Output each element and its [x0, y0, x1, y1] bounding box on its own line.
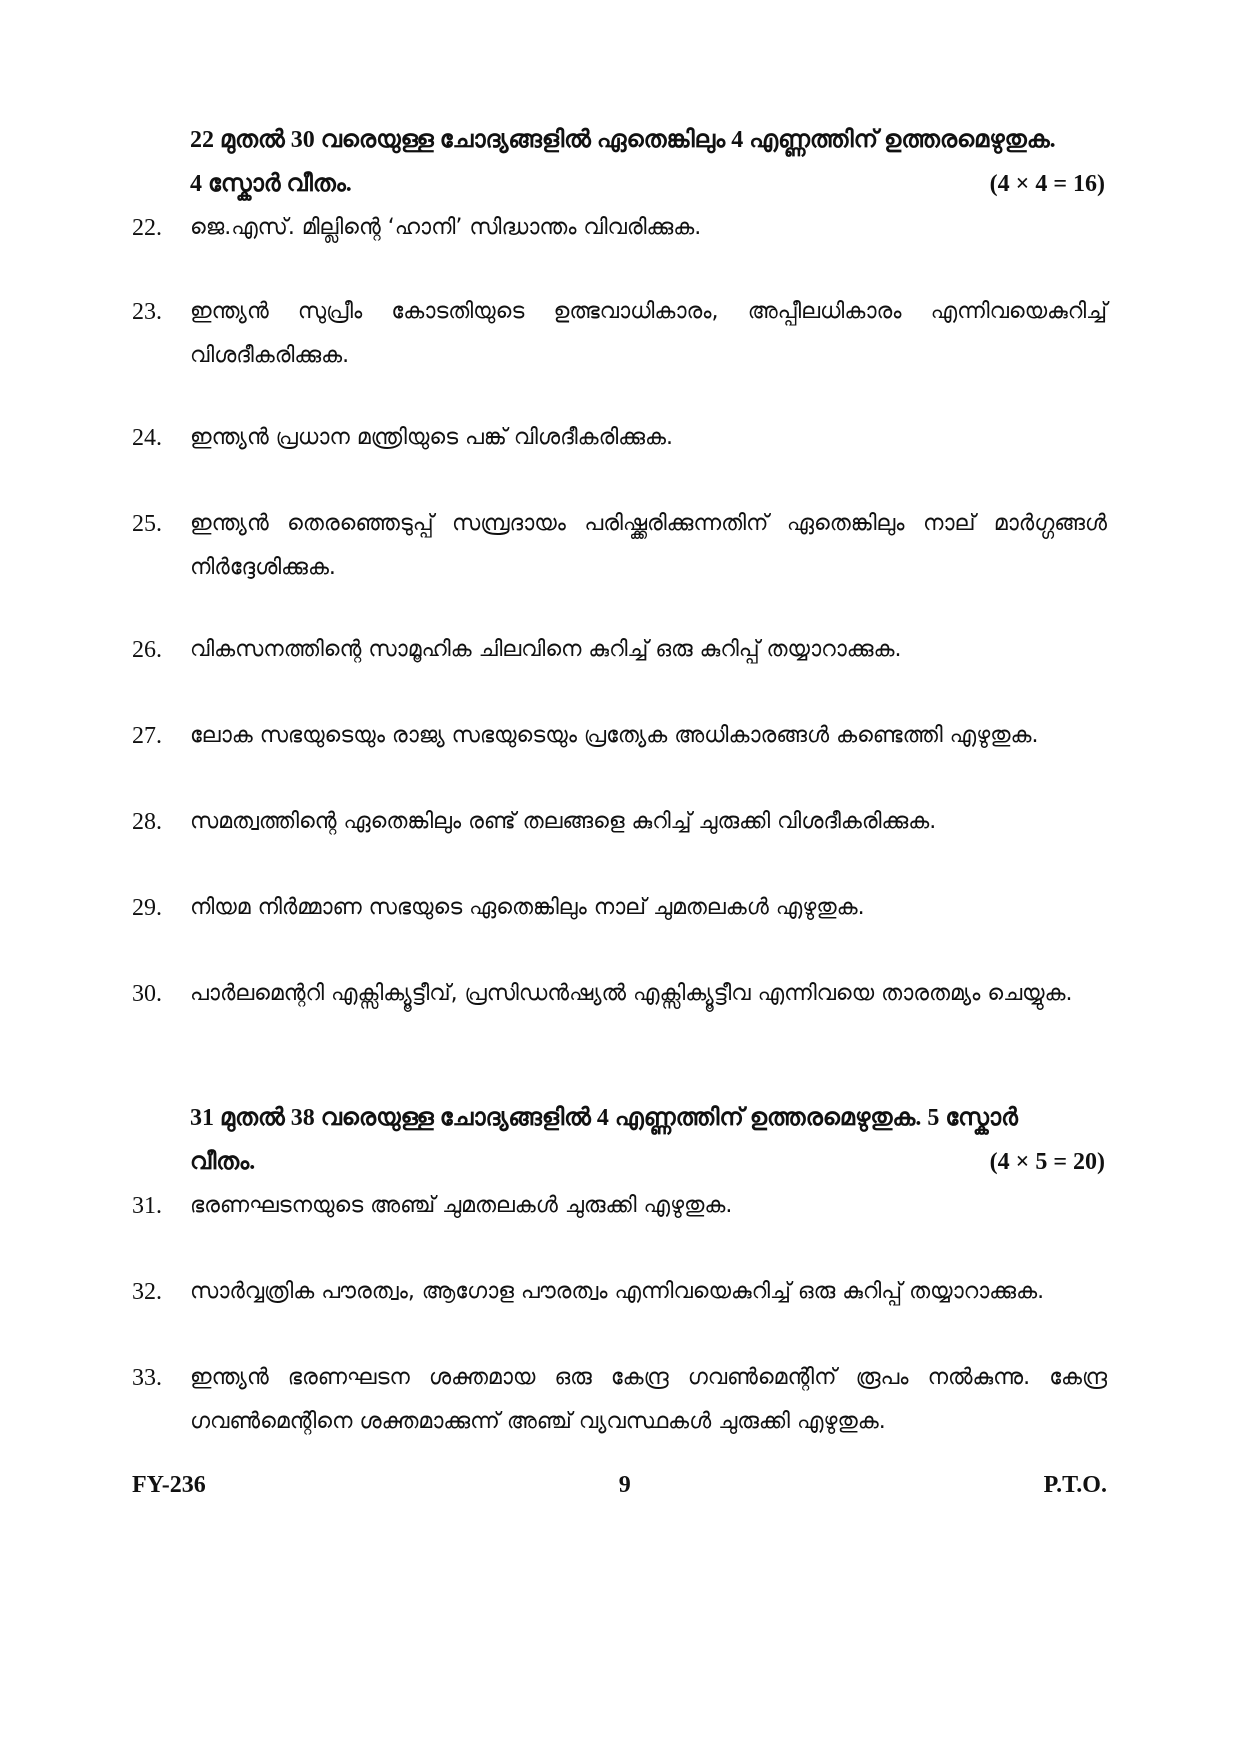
marks-allocation: (4 × 5 = 20) [989, 1149, 1105, 1175]
question-item [132, 886, 1107, 930]
question-item [132, 628, 1107, 672]
question-text: ഇന്ത്യൻ ഭരണഘടന ശക്തമായ ഒരു കേന്ദ്ര ഗവൺമെന്റിന് രൂപം നൽകുന്നു. കേന്ദ്ര ഗവൺമെന്റിനെ ശക്തമാക്കുന്ന് അഞ്ച് വ്യവസ്ഥകൾ ചുരുക്കി എഴുതുക. [190, 1365, 1107, 1434]
instruction-line-with-marks [190, 1140, 1105, 1184]
question-number: 33. [132, 1365, 162, 1391]
page-footer [132, 1472, 1107, 1499]
question-text: ജെ.എസ്. മില്ലിന്റെ ‘ഹാനി’ സിദ്ധാന്തം വിവരിക്കുക. [190, 215, 702, 240]
page-number: 9 [618, 1472, 631, 1498]
question-item [132, 290, 1107, 378]
question-number: 31. [132, 1193, 162, 1219]
question-item [132, 206, 1107, 250]
question-number: 25. [132, 511, 162, 537]
section-instruction [190, 1096, 1105, 1184]
instruction-line: 31 മുതൽ 38 വരെയുള്ള ചോദ്യങ്ങളിൽ 4 എണ്ണത്തിന് ഉത്തരമെഴുതുക. 5 സ്കോർ [190, 1105, 1018, 1131]
instruction-line-with-marks [190, 162, 1105, 206]
question-number: 30. [132, 981, 162, 1007]
question-item [132, 1270, 1107, 1314]
question-text: വികസനത്തിന്റെ സാമൂഹിക ചിലവിനെ കുറിച്ച് ഒരു കുറിപ്പ് തയ്യാറാക്കുക. [190, 637, 902, 662]
question-item [132, 502, 1107, 590]
question-text: ലോക സഭയുടെയും രാജ്യ സഭയുടെയും പ്രത്യേക അധികാരങ്ങൾ കണ്ടെത്തി എഴുതുക. [190, 723, 1039, 748]
question-text: ഭരണഘടനയുടെ അഞ്ച് ചുമതലകൾ ചുരുക്കി എഴുതുക. [190, 1193, 733, 1218]
question-text: പാർലമെന്ററി എക്സിക്യൂട്ടീവ്, പ്രസിഡൻഷ്യൽ എക്സിക്യൂട്ടീവ എന്നിവയെ താരതമ്യം ചെയ്യുക. [190, 981, 1073, 1006]
instruction-line: 22 മുതൽ 30 വരെയുള്ള ചോദ്യങ്ങളിൽ ഏതെങ്കിലും 4 എണ്ണത്തിന് ഉത്തരമെഴുതുക. [190, 127, 1056, 153]
exam-code: FY-236 [132, 1472, 206, 1498]
question-item [132, 416, 1107, 460]
instruction-line: വീതം. [190, 1149, 256, 1175]
question-text: ഇന്ത്യൻ സുപ്രീം കോടതിയുടെ ഉത്ഭവാധികാരം, അപ്പീലധികാരം എന്നിവയെകുറിച്ച് വിശദീകരിക്കുക. [190, 299, 1107, 368]
question-number: 28. [132, 809, 162, 835]
question-item [132, 1184, 1107, 1228]
section-instruction [190, 118, 1105, 206]
question-number: 29. [132, 895, 162, 921]
question-item [132, 972, 1107, 1016]
question-text: സമത്വത്തിന്റെ ഏതെങ്കിലും രണ്ട് തലങ്ങളെ കുറിച്ച് ചുരുക്കി വിശദീകരിക്കുക. [190, 809, 937, 834]
question-number: 22. [132, 215, 162, 241]
question-text: സാർവ്വത്രിക പൗരത്വം, ആഗോള പൗരത്വം എന്നിവയെകുറിച്ച് ഒരു കുറിപ്പ് തയ്യാറാക്കുക. [190, 1279, 1045, 1304]
question-item [132, 1356, 1107, 1444]
question-item [132, 714, 1107, 758]
question-number: 27. [132, 723, 162, 749]
question-number: 23. [132, 299, 162, 325]
please-turn-over: P.T.O. [1043, 1472, 1107, 1498]
question-text: നിയമ നിർമ്മാണ സഭയുടെ ഏതെങ്കിലും നാല് ചുമതലകൾ എഴുതുക. [190, 895, 865, 920]
marks-allocation: (4 × 4 = 16) [989, 171, 1105, 197]
question-number: 26. [132, 637, 162, 663]
question-number: 32. [132, 1279, 162, 1305]
question-text: ഇന്ത്യൻ തെരഞ്ഞെടുപ്പ് സമ്പ്രദായം പരിഷ്ക്കരിക്കുന്നതിന് ഏതെങ്കിലും നാല് മാർഗ്ഗങ്ങൾ നിർദ്ദേശിക്കുക. [190, 511, 1107, 580]
instruction-line: 4 സ്കോർ വീതം. [190, 171, 352, 197]
question-text: ഇന്ത്യൻ പ്രധാന മന്ത്രിയുടെ പങ്ക് വിശദീകരിക്കുക. [190, 425, 673, 450]
question-item [132, 800, 1107, 844]
question-number: 24. [132, 425, 162, 451]
